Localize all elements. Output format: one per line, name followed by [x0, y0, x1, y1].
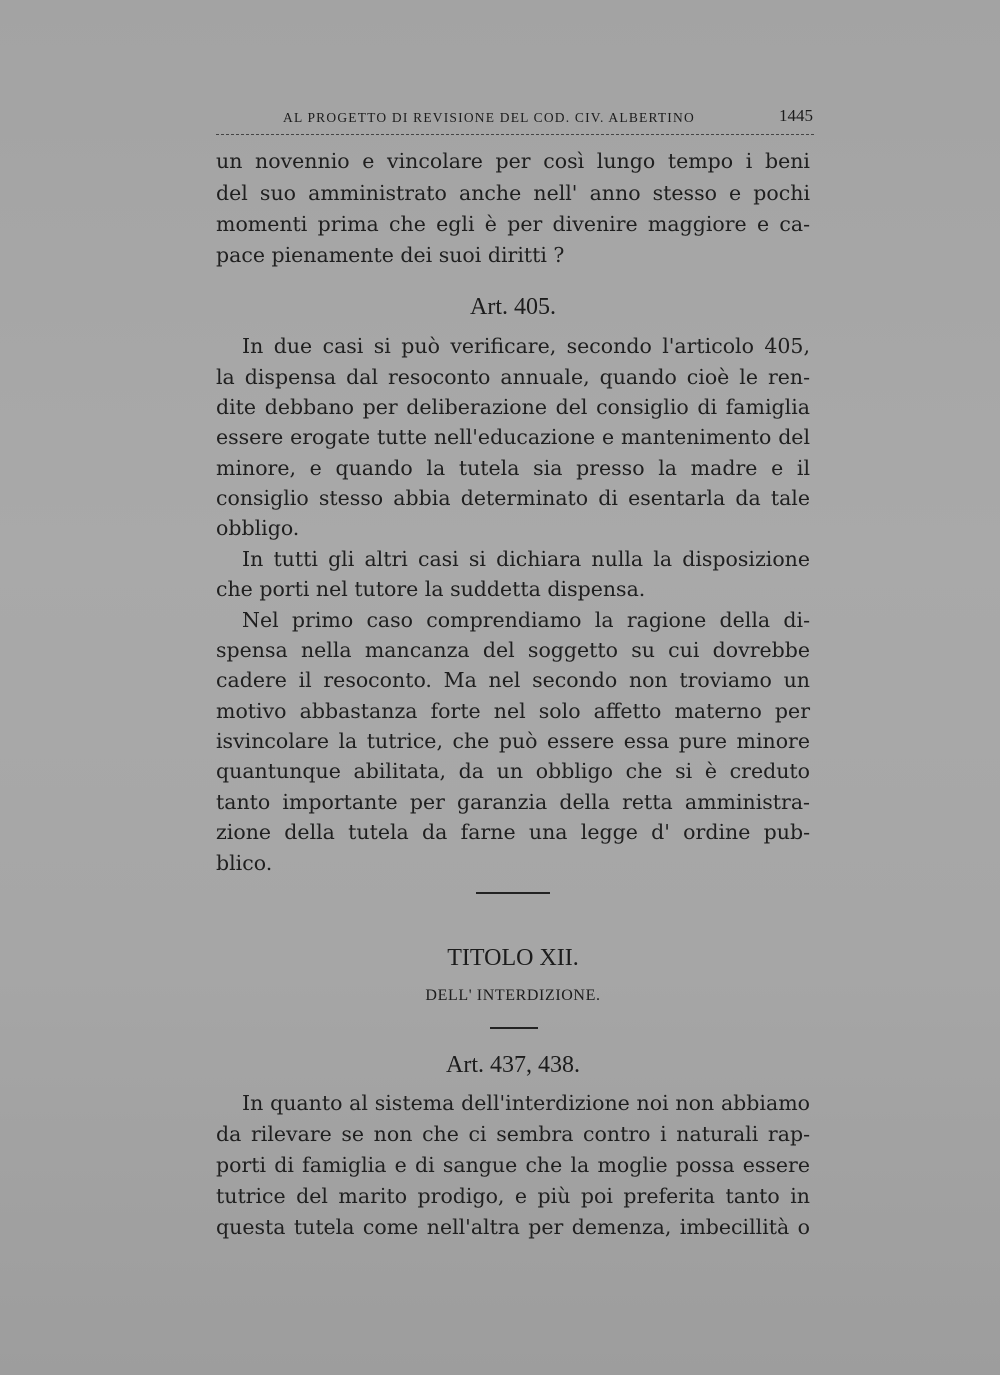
text-line: un novennio e vincolare per così lungo tempo i beni [216, 149, 810, 173]
text-line: consiglio stesso abbia determinato di esentarla da tale [216, 486, 810, 510]
text-line: pace pienamente dei suoi diritti ? [216, 243, 565, 267]
text-line: In tutti gli altri casi si dichiara nulla la disposizione [242, 547, 810, 571]
text-line: Nel primo caso comprendiamo la ragione della di- [242, 608, 810, 632]
section-divider [490, 1027, 538, 1029]
text-line: che porti nel tutore la suddetta dispensa. [216, 577, 646, 601]
text-line: isvincolare la tutrice, che può essere essa pure minore [216, 729, 810, 753]
text-line: blico. [216, 851, 273, 875]
text-line: In quanto al sistema dell'interdizione noi non abbiamo [242, 1091, 810, 1115]
text-line: da rilevare se non che ci sembra contro i naturali rap- [216, 1122, 810, 1146]
text-line: la dispensa dal resoconto annuale, quando cioè le ren- [216, 365, 810, 389]
header-rule [216, 134, 814, 135]
text-line: tanto importante per garanzia della retta amministra- [216, 790, 810, 814]
text-line: obbligo. [216, 516, 300, 540]
title-heading: TITOLO XII. [447, 945, 579, 971]
article-heading: Art. 437, 438. [446, 1052, 580, 1078]
text-line: tutrice del marito prodigo, e più poi preferita tanto in [216, 1184, 810, 1208]
text-line: del suo amministrato anche nell' anno stesso e pochi [216, 181, 810, 205]
text-line: quantunque abilitata, da un obbligo che si è creduto [216, 759, 810, 783]
text-line: questa tutela come nell'altra per demenza, imbecillità o [216, 1215, 810, 1239]
text-line: dite debbano per deliberazione del consiglio di famiglia [216, 395, 810, 419]
text-line: In due casi si può verificare, secondo l'articolo 405, [242, 334, 810, 358]
text-line: motivo abbastanza forte nel solo affetto materno per [216, 699, 810, 723]
text-line: momenti prima che egli è per divenire maggiore e ca- [216, 212, 810, 236]
section-divider [476, 892, 550, 894]
text-line: porti di famiglia e di sangue che la moglie possa essere [216, 1153, 810, 1177]
text-line: zione della tutela da farne una legge d' ordine pub- [216, 820, 810, 844]
running-head: AL PROGETTO DI REVISIONE DEL COD. CIV. ALBERTINO [283, 110, 695, 125]
page-header [283, 106, 813, 130]
subtitle-heading: DELL' INTERDIZIONE. [425, 987, 601, 1004]
text-line: essere erogate tutte nell'educazione e mantenimento del [216, 425, 810, 449]
page-number: 1445 [779, 106, 813, 125]
text-line: minore, e quando la tutela sia presso la madre e il [216, 456, 810, 480]
text-line: spensa nella mancanza del soggetto su cui dovrebbe [216, 638, 810, 662]
text-line: cadere il resoconto. Ma nel secondo non troviamo un [216, 668, 810, 692]
article-heading: Art. 405. [470, 294, 556, 320]
